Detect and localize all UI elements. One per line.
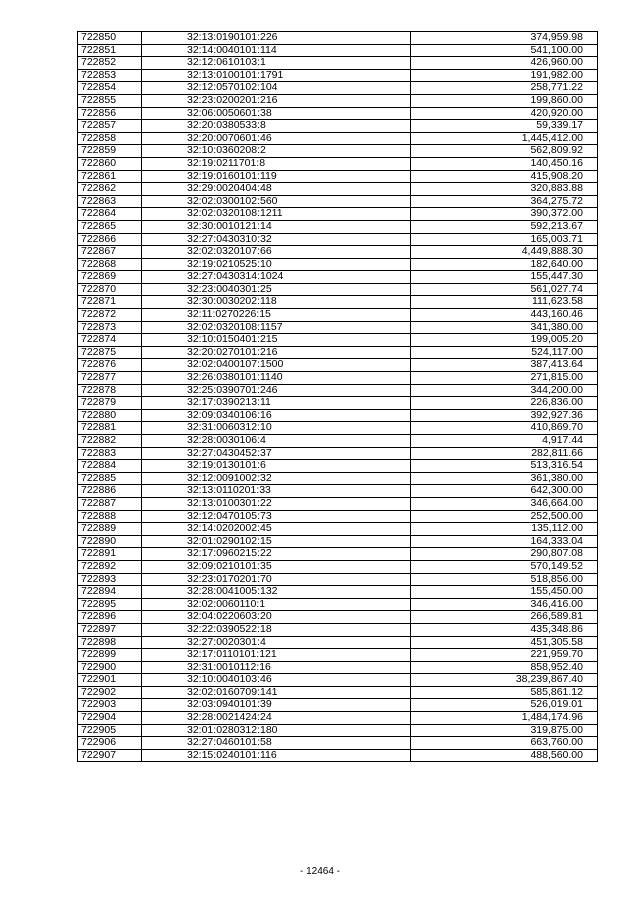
cadastral-value: 663,760.00 — [411, 737, 598, 750]
cadastral-number: 32:31:0060312:10 — [142, 422, 411, 435]
row-number: 722865 — [78, 220, 142, 233]
table-row — [78, 44, 598, 57]
cadastral-value: 111,623.58 — [411, 296, 598, 309]
row-number: 722902 — [78, 686, 142, 699]
cadastral-value: 282,811.66 — [411, 447, 598, 460]
cadastral-number: 32:02:0400107:1500 — [142, 359, 411, 372]
cadastral-number: 32:22:0390522:18 — [142, 623, 411, 636]
cadastral-number: 32:30:0010121:14 — [142, 220, 411, 233]
cadastral-value: 513,316.54 — [411, 460, 598, 473]
cadastral-number: 32:27:0020301:4 — [142, 636, 411, 649]
table-row — [78, 258, 598, 271]
row-number: 722881 — [78, 422, 142, 435]
row-number: 722901 — [78, 674, 142, 687]
cadastral-value: 570,149.52 — [411, 560, 598, 573]
cadastral-number: 32:12:0091002:32 — [142, 472, 411, 485]
row-number: 722859 — [78, 145, 142, 158]
table-row — [78, 283, 598, 296]
cadastral-value: 320,883.88 — [411, 183, 598, 196]
cadastral-number: 32:14:0202002:45 — [142, 523, 411, 536]
cadastral-number: 32:28:0041005:132 — [142, 586, 411, 599]
table-row — [78, 384, 598, 397]
table-row — [78, 82, 598, 95]
cadastral-value: 562,809.92 — [411, 145, 598, 158]
cadastral-value: 488,560.00 — [411, 749, 598, 762]
row-number: 722873 — [78, 321, 142, 334]
cadastral-number: 32:31:0010112:16 — [142, 661, 411, 674]
row-number: 722883 — [78, 447, 142, 460]
row-number: 722852 — [78, 57, 142, 70]
cadastral-value: 642,300.00 — [411, 485, 598, 498]
row-number: 722895 — [78, 598, 142, 611]
table-row — [78, 598, 598, 611]
row-number: 722858 — [78, 132, 142, 145]
table-row — [78, 57, 598, 70]
table-row — [78, 359, 598, 372]
row-number: 722866 — [78, 233, 142, 246]
cadastral-number: 32:01:0290102:15 — [142, 535, 411, 548]
table-row — [78, 699, 598, 712]
cadastral-value: 1,445,412.00 — [411, 132, 598, 145]
cadastral-value: 344,200.00 — [411, 384, 598, 397]
cadastral-number: 32:19:0130101:6 — [142, 460, 411, 473]
cadastral-value: 1,484,174.96 — [411, 712, 598, 725]
cadastral-value: 199,860.00 — [411, 94, 598, 107]
row-number: 722891 — [78, 548, 142, 561]
cadastral-number: 32:02:0160709:141 — [142, 686, 411, 699]
cadastral-number: 32:29:0020404:48 — [142, 183, 411, 196]
cadastral-number: 32:20:0070601:46 — [142, 132, 411, 145]
table-row — [78, 623, 598, 636]
cadastral-value: 266,589.81 — [411, 611, 598, 624]
table-body — [78, 32, 598, 762]
row-number: 722856 — [78, 107, 142, 120]
table-row — [78, 460, 598, 473]
row-number: 722864 — [78, 208, 142, 221]
cadastral-value: 38,239,867.40 — [411, 674, 598, 687]
table-row — [78, 397, 598, 410]
table-row — [78, 535, 598, 548]
cadastral-value: 451,305.58 — [411, 636, 598, 649]
cadastral-number: 32:19:0211701:8 — [142, 157, 411, 170]
cadastral-number: 32:20:0380533:8 — [142, 120, 411, 133]
cadastral-number: 32:02:0320107:66 — [142, 246, 411, 259]
cadastral-value: 387,413.64 — [411, 359, 598, 372]
cadastral-value: 361,380.00 — [411, 472, 598, 485]
cadastral-number: 32:13:0100301:22 — [142, 497, 411, 510]
row-number: 722886 — [78, 485, 142, 498]
row-number: 722906 — [78, 737, 142, 750]
row-number: 722905 — [78, 724, 142, 737]
cadastral-value: 341,380.00 — [411, 321, 598, 334]
table-row — [78, 611, 598, 624]
cadastral-number: 32:06:0050601:38 — [142, 107, 411, 120]
row-number: 722896 — [78, 611, 142, 624]
row-number: 722893 — [78, 573, 142, 586]
table-row — [78, 321, 598, 334]
cadastral-number: 32:13:0110201:33 — [142, 485, 411, 498]
row-number: 722869 — [78, 271, 142, 284]
cadastral-number: 32:11:0270226:15 — [142, 309, 411, 322]
table-row — [78, 220, 598, 233]
table-row — [78, 334, 598, 347]
cadastral-number: 32:19:0210525:10 — [142, 258, 411, 271]
row-number: 722877 — [78, 372, 142, 385]
table-row — [78, 712, 598, 725]
cadastral-number: 32:23:0170201:70 — [142, 573, 411, 586]
cadastral-value: 155,450.00 — [411, 586, 598, 599]
cadastral-number: 32:13:0190101:226 — [142, 32, 411, 45]
row-number: 722907 — [78, 749, 142, 762]
cadastral-value: 4,449,888.30 — [411, 246, 598, 259]
row-number: 722862 — [78, 183, 142, 196]
row-number: 722854 — [78, 82, 142, 95]
table-row — [78, 107, 598, 120]
cadastral-value: 435,348.86 — [411, 623, 598, 636]
table-row — [78, 296, 598, 309]
cadastral-value: 526,019.01 — [411, 699, 598, 712]
row-number: 722863 — [78, 195, 142, 208]
row-number: 722885 — [78, 472, 142, 485]
table-row — [78, 271, 598, 284]
cadastral-number: 32:10:0360208:2 — [142, 145, 411, 158]
table-row — [78, 246, 598, 259]
row-number: 722867 — [78, 246, 142, 259]
cadastral-value: 410,869.70 — [411, 422, 598, 435]
cadastral-number: 32:27:0430314:1024 — [142, 271, 411, 284]
cadastral-value: 858,952.40 — [411, 661, 598, 674]
table-row — [78, 686, 598, 699]
cadastral-value: 4,917.44 — [411, 435, 598, 448]
row-number: 722898 — [78, 636, 142, 649]
cadastral-number: 32:12:0610103:1 — [142, 57, 411, 70]
cadastral-value: 518,856.00 — [411, 573, 598, 586]
cadastral-value: 592,213.67 — [411, 220, 598, 233]
cadastral-number: 32:10:0040103:46 — [142, 674, 411, 687]
table-row — [78, 447, 598, 460]
cadastral-value: 226,836.00 — [411, 397, 598, 410]
cadastral-number: 32:23:0200201:216 — [142, 94, 411, 107]
table-row — [78, 208, 598, 221]
cadastral-value: 221,959.70 — [411, 649, 598, 662]
row-number: 722853 — [78, 69, 142, 82]
table-row — [78, 472, 598, 485]
cadastral-value: 585,861.12 — [411, 686, 598, 699]
cadastral-number: 32:15:0240101:116 — [142, 749, 411, 762]
table-row — [78, 523, 598, 536]
table-row — [78, 170, 598, 183]
row-number: 722850 — [78, 32, 142, 45]
table-row — [78, 548, 598, 561]
cadastral-value: 415,908.20 — [411, 170, 598, 183]
cadastral-value: 524,117.00 — [411, 346, 598, 359]
table-row — [78, 69, 598, 82]
cadastral-number: 32:27:0460101:58 — [142, 737, 411, 750]
cadastral-number: 32:01:0280312:180 — [142, 724, 411, 737]
cadastral-value: 164,333.04 — [411, 535, 598, 548]
cadastral-value: 140,450.16 — [411, 157, 598, 170]
table-row — [78, 485, 598, 498]
table-row — [78, 560, 598, 573]
cadastral-number: 32:25:0390701:246 — [142, 384, 411, 397]
table-row — [78, 132, 598, 145]
table-row — [78, 674, 598, 687]
table-row — [78, 120, 598, 133]
cadastral-value: 374,959.98 — [411, 32, 598, 45]
cadastral-number: 32:26:0380101:1140 — [142, 372, 411, 385]
cadastral-value-table — [77, 31, 598, 762]
table-row — [78, 649, 598, 662]
table-row — [78, 510, 598, 523]
row-number: 722900 — [78, 661, 142, 674]
cadastral-number: 32:23:0040301:25 — [142, 283, 411, 296]
table-row — [78, 737, 598, 750]
row-number: 722888 — [78, 510, 142, 523]
table-row — [78, 233, 598, 246]
table-row — [78, 661, 598, 674]
cadastral-number: 32:17:0110101:121 — [142, 649, 411, 662]
cadastral-number: 32:17:0960215:22 — [142, 548, 411, 561]
row-number: 722894 — [78, 586, 142, 599]
page-number: - 12464 - — [299, 866, 341, 877]
row-number: 722874 — [78, 334, 142, 347]
row-number: 722855 — [78, 94, 142, 107]
cadastral-value: 561,027.74 — [411, 283, 598, 296]
cadastral-number: 32:27:0430452:37 — [142, 447, 411, 460]
cadastral-value: 252,500.00 — [411, 510, 598, 523]
row-number: 722861 — [78, 170, 142, 183]
cadastral-number: 32:17:0390213:11 — [142, 397, 411, 410]
table-row — [78, 183, 598, 196]
cadastral-number: 32:27:0430310:32 — [142, 233, 411, 246]
cadastral-value: 258,771.22 — [411, 82, 598, 95]
table-row — [78, 94, 598, 107]
table-row — [78, 422, 598, 435]
cadastral-value: 290,807.08 — [411, 548, 598, 561]
row-number: 722871 — [78, 296, 142, 309]
cadastral-number: 32:09:0340106:16 — [142, 409, 411, 422]
cadastral-value: 443,160.46 — [411, 309, 598, 322]
cadastral-value: 541,100.00 — [411, 44, 598, 57]
cadastral-value: 199,005.20 — [411, 334, 598, 347]
row-number: 722884 — [78, 460, 142, 473]
cadastral-number: 32:12:0570102:104 — [142, 82, 411, 95]
row-number: 722882 — [78, 435, 142, 448]
table-row — [78, 435, 598, 448]
cadastral-value: 135,112.00 — [411, 523, 598, 536]
table-row — [78, 586, 598, 599]
row-number: 722870 — [78, 283, 142, 296]
cadastral-value: 59,339.17 — [411, 120, 598, 133]
cadastral-number: 32:10:0150401:215 — [142, 334, 411, 347]
row-number: 722897 — [78, 623, 142, 636]
table-row — [78, 346, 598, 359]
row-number: 722903 — [78, 699, 142, 712]
row-number: 722880 — [78, 409, 142, 422]
table-row — [78, 145, 598, 158]
row-number: 722860 — [78, 157, 142, 170]
row-number: 722875 — [78, 346, 142, 359]
row-number: 722890 — [78, 535, 142, 548]
cadastral-value: 191,982.00 — [411, 69, 598, 82]
row-number: 722857 — [78, 120, 142, 133]
cadastral-value: 392,927.36 — [411, 409, 598, 422]
cadastral-number: 32:02:0320108:1211 — [142, 208, 411, 221]
row-number: 722868 — [78, 258, 142, 271]
row-number: 722892 — [78, 560, 142, 573]
cadastral-value: 271,815.00 — [411, 372, 598, 385]
row-number: 722872 — [78, 309, 142, 322]
row-number: 722899 — [78, 649, 142, 662]
cadastral-value: 182,640.00 — [411, 258, 598, 271]
table-row — [78, 409, 598, 422]
cadastral-value: 390,372.00 — [411, 208, 598, 221]
table-row — [78, 157, 598, 170]
table-row — [78, 309, 598, 322]
cadastral-number: 32:12:0470105:73 — [142, 510, 411, 523]
row-number: 722878 — [78, 384, 142, 397]
row-number: 722851 — [78, 44, 142, 57]
table-row — [78, 372, 598, 385]
table-row — [78, 749, 598, 762]
cadastral-number: 32:04:0220603:20 — [142, 611, 411, 624]
cadastral-number: 32:03:0940101:39 — [142, 699, 411, 712]
cadastral-number: 32:19:0160101:119 — [142, 170, 411, 183]
table-row — [78, 195, 598, 208]
table-row — [78, 573, 598, 586]
cadastral-number: 32:02:0320108:1157 — [142, 321, 411, 334]
cadastral-value: 165,003.71 — [411, 233, 598, 246]
cadastral-value: 364,275.72 — [411, 195, 598, 208]
row-number: 722879 — [78, 397, 142, 410]
cadastral-value: 346,664.00 — [411, 497, 598, 510]
table-row — [78, 32, 598, 45]
row-number: 722887 — [78, 497, 142, 510]
cadastral-value: 155,447.30 — [411, 271, 598, 284]
cadastral-number: 32:09:0210101:35 — [142, 560, 411, 573]
cadastral-number: 32:02:0300102:560 — [142, 195, 411, 208]
row-number: 722904 — [78, 712, 142, 725]
row-number: 722876 — [78, 359, 142, 372]
cadastral-value: 420,920.00 — [411, 107, 598, 120]
table-row — [78, 497, 598, 510]
table-row — [78, 636, 598, 649]
cadastral-number: 32:14:0040101:114 — [142, 44, 411, 57]
cadastral-number: 32:28:0021424:24 — [142, 712, 411, 725]
cadastral-value: 426,960.00 — [411, 57, 598, 70]
cadastral-number: 32:28:0030106:4 — [142, 435, 411, 448]
cadastral-value: 346,416.00 — [411, 598, 598, 611]
row-number: 722889 — [78, 523, 142, 536]
cadastral-number: 32:30:0030202:118 — [142, 296, 411, 309]
cadastral-number: 32:13:0100101:1791 — [142, 69, 411, 82]
cadastral-number: 32:02:0060110:1 — [142, 598, 411, 611]
cadastral-value: 319,875.00 — [411, 724, 598, 737]
table-row — [78, 724, 598, 737]
cadastral-number: 32:20:0270101:216 — [142, 346, 411, 359]
